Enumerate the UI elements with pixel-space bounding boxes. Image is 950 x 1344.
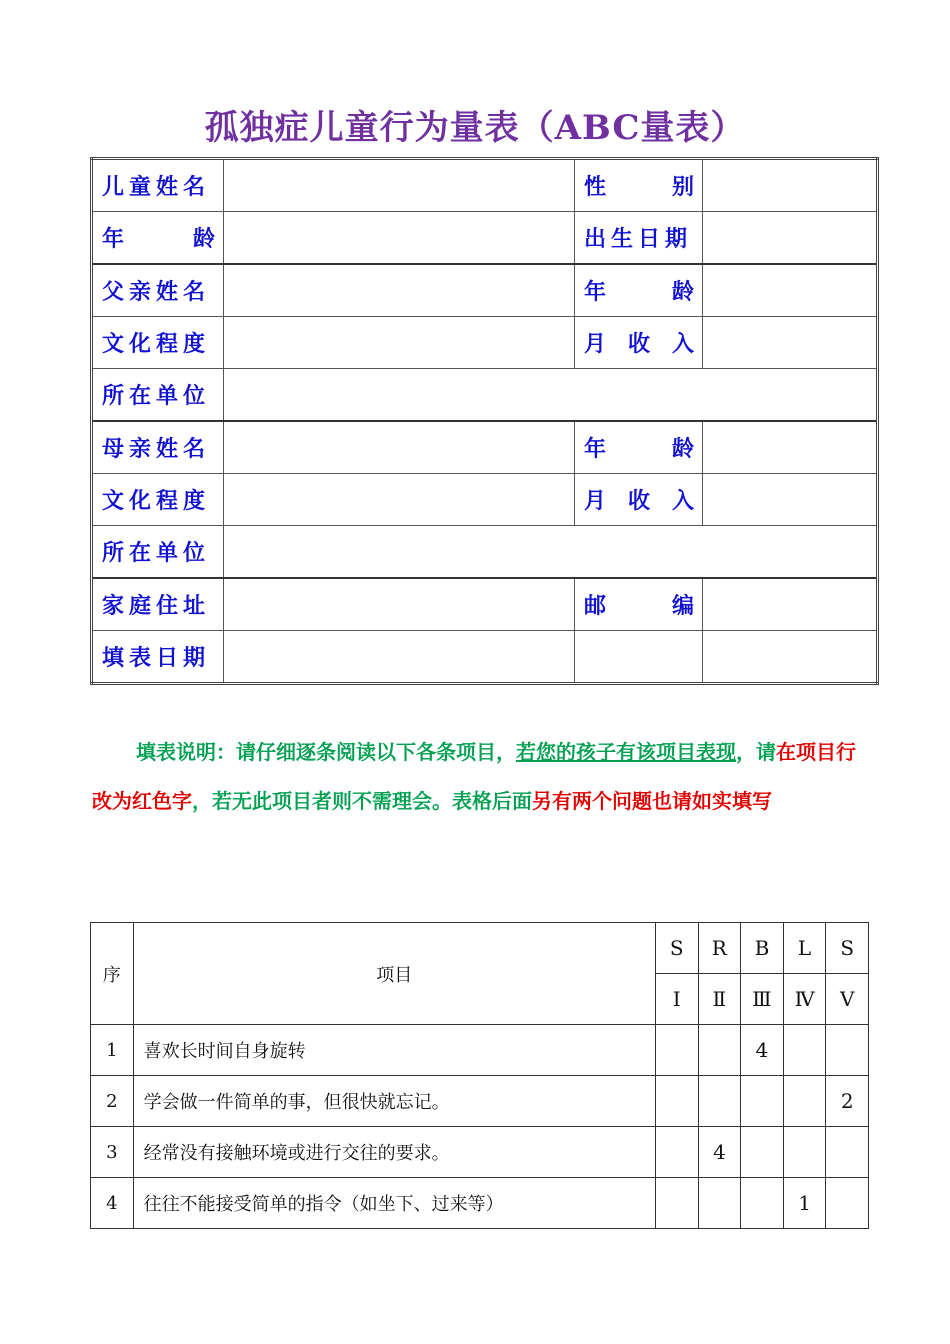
score-cell: [655, 1178, 698, 1229]
score-cell: [783, 1076, 826, 1127]
score-cell: [655, 1127, 698, 1178]
input-mother-employer[interactable]: [224, 526, 878, 579]
label-father-age-a: 年: [584, 279, 607, 305]
score-cell: 1: [783, 1178, 826, 1229]
score-cell: 4: [741, 1025, 784, 1076]
label-mother-age-b: 龄: [671, 436, 694, 462]
table-row[interactable]: [91, 1127, 869, 1178]
row-text: 经常没有接触环境或进行交往的要求。: [133, 1127, 655, 1178]
score-cell: [826, 1127, 869, 1178]
instructions-red-1: 在项目行改为红色字: [92, 740, 856, 813]
row-text: 学会做一件简单的事，但很快就忘记。: [133, 1076, 655, 1127]
header-roman: Ⅰ: [655, 974, 698, 1025]
label-birth-date: 出生日期: [575, 212, 703, 265]
header-roman: Ⅴ: [826, 974, 869, 1025]
input-mother-name[interactable]: [224, 421, 575, 474]
score-cell: [655, 1025, 698, 1076]
label-mother-education: 文化程度: [92, 474, 224, 526]
input-mother-income[interactable]: [703, 474, 878, 526]
label-mother-income-c: 入: [671, 488, 694, 514]
input-mother-age[interactable]: [703, 421, 878, 474]
label-mother-age-cell: [575, 421, 703, 474]
instructions-part5: ，若无此项目者则不需理会。表格后面: [192, 789, 532, 813]
score-cell: 4: [698, 1127, 741, 1178]
header-roman: Ⅲ: [741, 974, 784, 1025]
score-cell: [655, 1076, 698, 1127]
row-text: 往往不能接受简单的指令（如坐下、过来等）: [133, 1178, 655, 1229]
input-address[interactable]: [224, 578, 575, 631]
label-mother-employer: 所在单位: [92, 526, 224, 579]
label-fill-date: 填表日期: [92, 631, 224, 684]
header-letter: S: [655, 923, 698, 974]
score-cell: [826, 1178, 869, 1229]
label-father-education: 文化程度: [92, 317, 224, 369]
input-fill-date[interactable]: [224, 631, 575, 684]
instructions: [92, 728, 862, 826]
instructions-part1: 填表说明：请仔细逐条阅读以下各条项目，: [136, 740, 516, 764]
items-table: [90, 922, 869, 1229]
label-father-income-a: 月: [584, 331, 607, 357]
table-row[interactable]: [91, 1025, 869, 1076]
row-number: 2: [91, 1076, 134, 1127]
label-father-income-cell: [575, 317, 703, 369]
label-father-income-c: 入: [671, 331, 694, 357]
input-father-employer[interactable]: [224, 369, 878, 422]
header-item: 项目: [133, 923, 655, 1025]
label-child-name: 儿童姓名: [92, 159, 224, 212]
label-age-b: 龄: [192, 226, 215, 252]
score-cell: [783, 1127, 826, 1178]
input-father-name[interactable]: [224, 264, 575, 317]
header-roman: Ⅱ: [698, 974, 741, 1025]
header-letter: S: [826, 923, 869, 974]
label-gender-b: 别: [671, 174, 694, 200]
row-number: 1: [91, 1025, 134, 1076]
page-title: 孤独症儿童行为量表（ABC量表）: [204, 108, 746, 148]
label-mother-name: 母亲姓名: [92, 421, 224, 474]
empty-cell: [575, 631, 703, 684]
score-cell: [741, 1076, 784, 1127]
score-cell: [698, 1076, 741, 1127]
label-postcode-b: 编: [671, 593, 694, 619]
label-gender-cell: [575, 159, 703, 212]
input-gender[interactable]: [703, 159, 878, 212]
label-age-cell: [92, 212, 224, 265]
score-cell: [741, 1178, 784, 1229]
header-letter: R: [698, 923, 741, 974]
header-seq: 序: [91, 923, 134, 1025]
label-address: 家庭住址: [92, 578, 224, 631]
input-age[interactable]: [224, 212, 575, 265]
input-father-income[interactable]: [703, 317, 878, 369]
label-mother-age-a: 年: [584, 436, 607, 462]
instructions-part3: ，请: [736, 740, 776, 764]
input-birth-date[interactable]: [703, 212, 878, 265]
input-mother-education[interactable]: [224, 474, 575, 526]
input-father-education[interactable]: [224, 317, 575, 369]
label-mother-income-b: 收: [627, 488, 650, 514]
label-mother-income-a: 月: [584, 488, 607, 514]
label-father-age-b: 龄: [671, 279, 694, 305]
label-postcode-a: 邮: [584, 593, 607, 619]
label-gender-a: 性: [584, 174, 607, 200]
score-cell: [698, 1025, 741, 1076]
label-postcode-cell: [575, 578, 703, 631]
instructions-red-2: 另有两个问题也请: [532, 789, 692, 813]
score-cell: 2: [826, 1076, 869, 1127]
info-table: [90, 157, 879, 685]
instructions-underlined: 若您的孩子有该项目表现: [516, 740, 736, 764]
label-mother-income-cell: [575, 474, 703, 526]
instructions-red-3: 如实填写: [692, 789, 772, 813]
label-father-income-b: 收: [627, 331, 650, 357]
label-age-a: 年: [102, 226, 125, 252]
row-text: 喜欢长时间自身旋转: [133, 1025, 655, 1076]
score-cell: [741, 1127, 784, 1178]
row-number: 4: [91, 1178, 134, 1229]
input-postcode[interactable]: [703, 578, 878, 631]
table-row[interactable]: [91, 1076, 869, 1127]
table-row[interactable]: [91, 1178, 869, 1229]
empty-cell: [703, 631, 878, 684]
score-cell: [826, 1025, 869, 1076]
score-cell: [698, 1178, 741, 1229]
header-letter: B: [741, 923, 784, 974]
header-roman: Ⅳ: [783, 974, 826, 1025]
row-number: 3: [91, 1127, 134, 1178]
input-father-age[interactable]: [703, 264, 878, 317]
score-cell: [783, 1025, 826, 1076]
label-father-employer: 所在单位: [92, 369, 224, 422]
header-letter: L: [783, 923, 826, 974]
label-father-name: 父亲姓名: [92, 264, 224, 317]
input-child-name[interactable]: [224, 159, 575, 212]
label-father-age-cell: [575, 264, 703, 317]
